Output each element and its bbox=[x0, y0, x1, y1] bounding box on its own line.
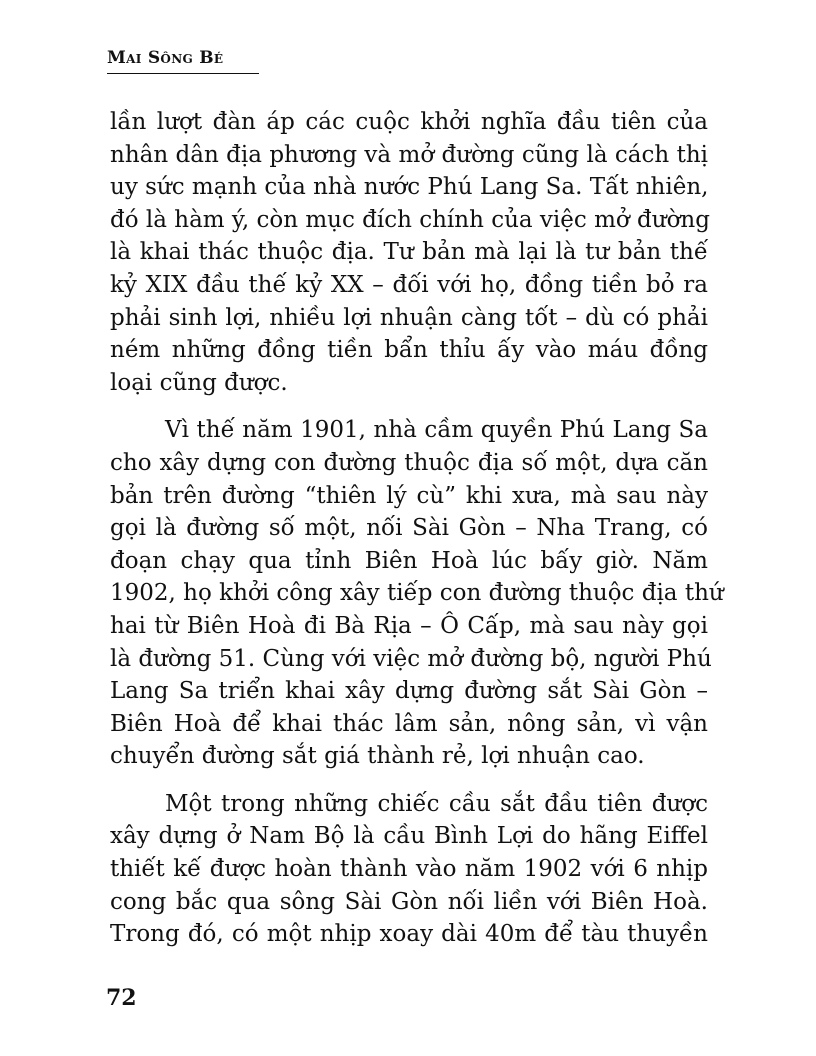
body-text bbox=[110, 106, 724, 966]
text-line: chuyển đường sắt giá thành rẻ, lợi nhuận cao. bbox=[110, 743, 645, 770]
text-line: hai từ Biên Hoà đi Bà Rịa – Ô Cấp, mà sau này gọi bbox=[110, 612, 708, 639]
running-header bbox=[107, 48, 259, 74]
text-line: thiết kế được hoàn thành vào năm 1902 với 6 nhịp bbox=[110, 856, 708, 883]
text-line: Trong đó, có một nhịp xoay dài 40m để tàu thuyền bbox=[110, 921, 708, 948]
text-line: là đường 51. Cùng với việc mở đường bộ, người Phú bbox=[110, 645, 712, 672]
paragraph-3 bbox=[110, 788, 708, 951]
paragraph-1 bbox=[110, 106, 708, 399]
text-line: lần lượt đàn áp các cuộc khởi nghĩa đầu tiên của bbox=[110, 109, 708, 135]
text-line: bản trên đường “thiên lý cù” khi xưa, mà sau này bbox=[110, 482, 708, 509]
paragraph-2 bbox=[110, 414, 724, 773]
text-line: cong bắc qua sông Sài Gòn nối liền với Biên Hoà. bbox=[110, 888, 708, 915]
text-line: cho xây dựng con đường thuộc địa số một, dựa căn bbox=[110, 449, 708, 476]
text-line: xây dựng ở Nam Bộ là cầu Bình Lợi do hãng Eiffel bbox=[110, 823, 708, 850]
text-line: 1902, họ khởi công xây tiếp con đường thuộc địa thứ bbox=[110, 580, 724, 607]
text-line: nhân dân địa phương và mở đường cũng là cách thị bbox=[110, 141, 708, 168]
text-line: Vì thế năm 1901, nhà cầm quyền Phú Lang Sa bbox=[165, 417, 708, 444]
text-line: Lang Sa triển khai xây dựng đường sắt Sài Gòn – bbox=[110, 678, 708, 705]
text-line: loại cũng được. bbox=[110, 369, 288, 396]
text-line: Biên Hoà để khai thác lâm sản, nông sản, vì vận bbox=[110, 710, 708, 737]
running-header-title: Mai Sông Bé bbox=[107, 48, 224, 68]
text-line: uy sức mạnh của nhà nước Phú Lang Sa. Tất nhiên, bbox=[110, 174, 709, 201]
text-line: là khai thác thuộc địa. Tư bản mà lại là tư bản thế bbox=[110, 239, 708, 266]
text-line: Một trong những chiếc cầu sắt đầu tiên được bbox=[165, 790, 708, 817]
page-number: 72 bbox=[106, 985, 137, 1011]
text-line: phải sinh lợi, nhiều lợi nhuận càng tốt – dù có phải bbox=[110, 304, 708, 331]
text-line: đoạn chạy qua tỉnh Biên Hoà lúc bấy giờ. Năm bbox=[110, 547, 708, 574]
text-line: ném những đồng tiền bẩn thỉu ấy vào máu đồng bbox=[110, 337, 708, 364]
text-line: gọi là đường số một, nối Sài Gòn – Nha Trang, có bbox=[110, 515, 708, 542]
text-line: đó là hàm ý, còn mục đích chính của việc mở đường bbox=[110, 206, 710, 233]
text-line: kỷ XIX đầu thế kỷ XX – đối với họ, đồng tiền bỏ ra bbox=[110, 271, 708, 298]
